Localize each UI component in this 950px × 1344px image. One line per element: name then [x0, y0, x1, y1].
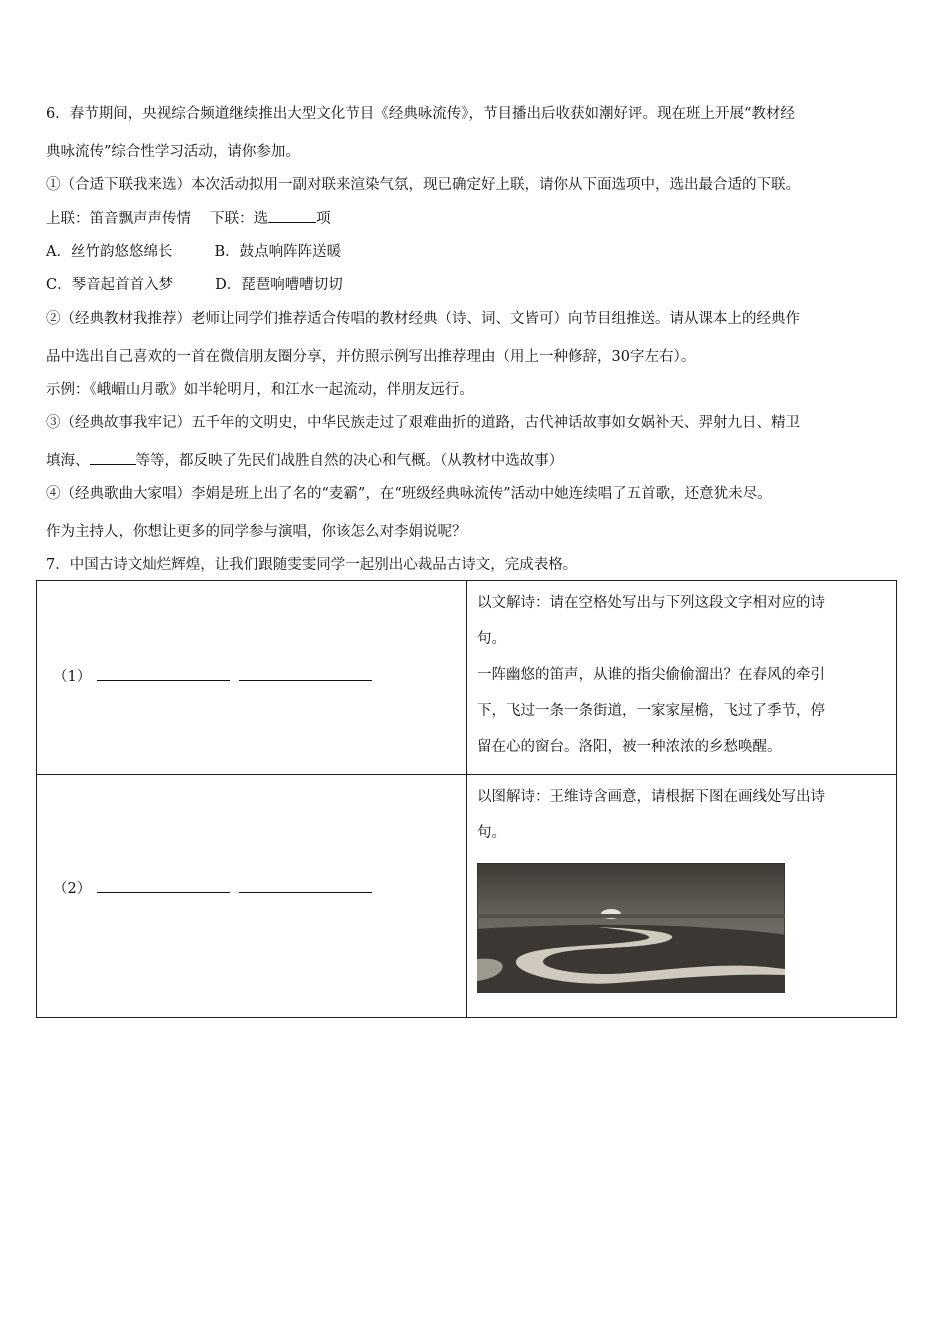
q6-part4-line2: 作为主持人，你想让更多的同学参与演唱，你该怎么对李娟说呢？ [46, 524, 467, 540]
row2-answer-cell [37, 775, 467, 1018]
q6-part4-line1: ④（经典歌曲大家唱）李娟是班上出了名的“麦霸”，在“班级经典咏流传”活动中她连续唱了五首歌，还意犹未尽。 [46, 486, 772, 502]
option-c: C．琴音起首首入梦 [46, 277, 174, 293]
q6-part2-line1: ②（经典教材我推荐）老师让同学们推荐适合传唱的教材经典（诗、词、文皆可）向节目组推送。请从课本上的经典作 [46, 311, 800, 327]
row1-prompt-cell [467, 581, 897, 775]
row1-prompt-line1: 以文解诗：请在空格处写出与下列这段文字相对应的诗 [477, 595, 825, 611]
q6-options-row1 [46, 240, 341, 261]
row1-prompt-line3: 一阵幽悠的笛声，从谁的指尖偷偷溜出？在春风的牵引 [477, 667, 825, 683]
couplet-answer-blank [268, 209, 316, 223]
option-a: A．丝竹韵悠悠绵长 [46, 244, 173, 260]
q6-intro-line1: 6．春节期间，央视综合频道继续推出大型文化节目《经典咏流传》，节目播出后收获如潮好评。现在班上开展“教材经 [46, 106, 795, 122]
row1-blank-1 [97, 666, 230, 681]
row1-prompt-line5: 留在心的窗台。洛阳，被一种浓浓的乡愁唤醒。 [477, 739, 782, 755]
row2-prompt-line1: 以图解诗：王维诗含画意，请根据下图在画线处写出诗 [477, 789, 825, 805]
row1-blank-2 [239, 666, 372, 681]
row2-prompt-line2: 句。 [477, 825, 506, 841]
q6-intro-line2: 典咏流传”综合性学习活动，请你参加。 [46, 144, 300, 160]
q6-part3-line1: ③（经典故事我牢记）五千年的文明史，中华民族走过了艰难曲折的道路，古代神话故事如女娲补天、羿射九日、精卫 [46, 415, 800, 431]
q6-example: 示例：《峨嵋山月歌》如半轮明月，和江水一起流动，伴朋友远行。 [46, 382, 474, 398]
row1-prompt-line4: 下，飞过一条一条街道，一家家屋檐，飞过了季节，停 [477, 703, 825, 719]
row2-blank-2 [239, 878, 372, 893]
poem-table [36, 580, 897, 1018]
row1-label: （1） [53, 669, 92, 685]
row2-fill-line [53, 877, 372, 898]
q6-part3-line2 [46, 449, 563, 470]
sunset-river-painting-icon [477, 863, 785, 993]
option-b: B．鼓点响阵阵送暖 [214, 244, 342, 260]
q6-couplet-line [46, 207, 331, 228]
row2-prompt-cell [467, 775, 897, 1018]
q7-intro: 7．中国古诗文灿烂辉煌，让我们跟随雯雯同学一起别出心裁品古诗文，完成表格。 [46, 557, 578, 573]
couplet-prefix: 上联：笛音飘声声传情 下联：选 [46, 211, 269, 227]
row1-answer-cell [37, 581, 467, 775]
part3-prefix: 填海、 [46, 453, 90, 469]
part3-suffix: 等等，都反映了先民们战胜自然的决心和气概。（从教材中选故事） [135, 453, 564, 469]
q6-part1-text: ①（合适下联我来选）本次活动拟用一副对联来渲染气氛，现已确定好上联，请你从下面选项中，选出最合适的下联。 [46, 177, 800, 193]
table-row [37, 581, 897, 775]
table-row [37, 775, 897, 1018]
option-d: D．琵琶响嘈嘈切切 [215, 277, 343, 293]
row2-label: （2） [53, 881, 92, 897]
row1-prompt-line2: 句。 [477, 631, 506, 647]
q6-part2-line2: 品中选出自己喜欢的一首在微信朋友圈分享，并仿照示例写出推荐理由（用上一种修辞，30字左右）。 [46, 349, 696, 365]
story-answer-blank [90, 451, 136, 465]
couplet-suffix: 项 [316, 211, 331, 227]
row2-blank-1 [97, 878, 230, 893]
q6-options-row2 [46, 273, 343, 294]
row1-fill-line [53, 665, 372, 686]
